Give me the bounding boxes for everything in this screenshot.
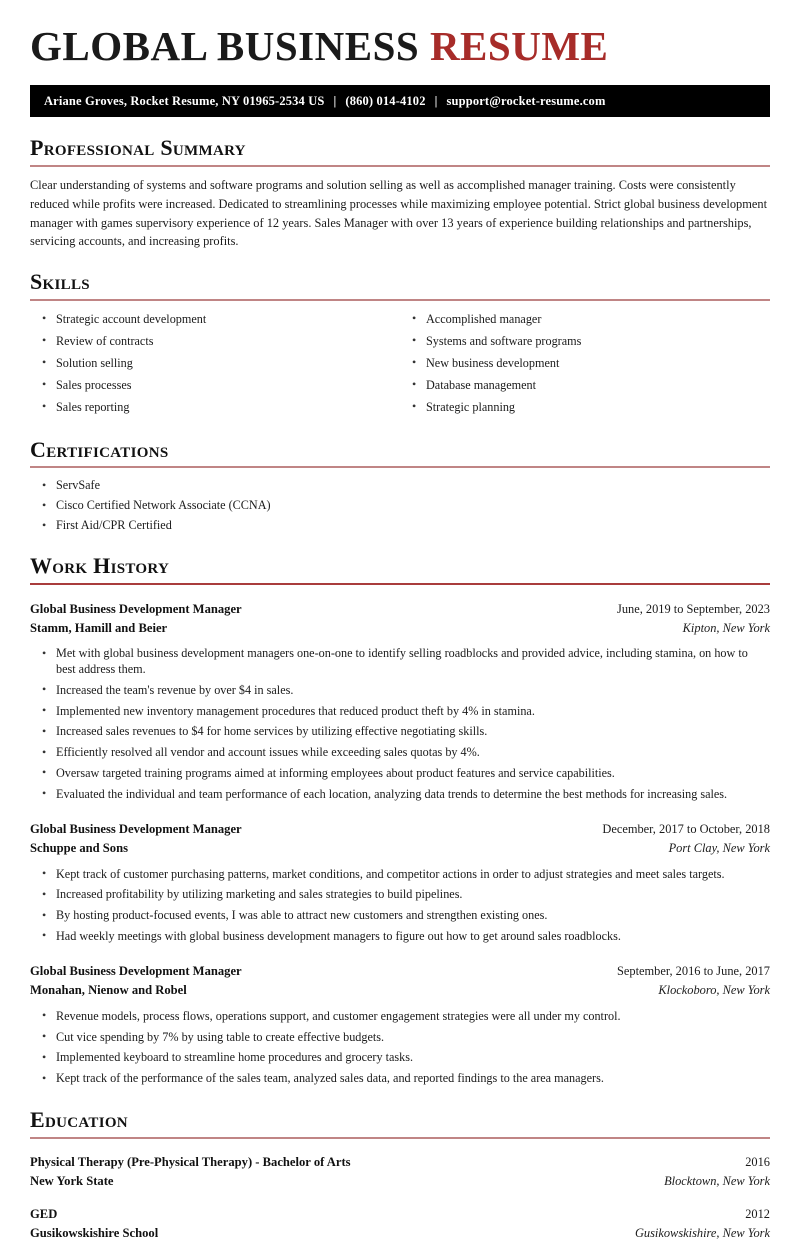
skills-list-right	[400, 309, 770, 419]
list-item: • Cisco Certified Network Associate (CCNA)	[56, 496, 770, 516]
section-rule-summary	[30, 165, 770, 167]
section-certifications	[30, 438, 770, 535]
list-item: • First Aid/CPR Certified	[56, 516, 770, 536]
title-accent: RESUME	[429, 23, 609, 69]
list-item: • Sales reporting	[56, 397, 400, 419]
education-degree: GED	[30, 1206, 58, 1221]
work-entry	[30, 600, 770, 805]
list-item: • Systems and software programs	[426, 331, 770, 353]
education-degree: Physical Therapy (Pre-Physical Therapy) - Bachelor of Arts	[30, 1154, 351, 1169]
job-dates: September, 2016 to June, 2017	[617, 964, 770, 979]
work-entry-title-row	[30, 962, 770, 981]
job-company: Schuppe and Sons	[30, 841, 129, 856]
skills-columns	[30, 303, 770, 419]
job-title: Global Business Development Manager	[30, 964, 242, 979]
list-item: • Implemented new inventory management procedures that reduced product theft by 4% in stamina.	[56, 701, 770, 722]
job-bullets	[30, 644, 770, 805]
skills-column-left	[30, 303, 400, 419]
education-entry	[30, 1205, 770, 1243]
contact-separator-2: |	[434, 93, 438, 108]
section-rule-education	[30, 1137, 770, 1139]
section-heading-certifications: Certifications	[30, 436, 169, 462]
education-school-row	[30, 1224, 770, 1243]
list-item: • Kept track of customer purchasing patterns, market conditions, and competitor actions in order to adjust strategies and meet sales targets.	[56, 864, 770, 885]
job-company: Monahan, Nienow and Robel	[30, 983, 187, 998]
section-rule-work-history	[30, 583, 770, 585]
list-item: • Sales processes	[56, 375, 400, 397]
education-year: 2012	[745, 1206, 770, 1221]
section-professional-summary	[30, 136, 770, 251]
skills-column-right	[400, 303, 770, 419]
section-education	[30, 1108, 770, 1243]
job-location: Klockoboro, New York	[658, 983, 770, 998]
list-item: • Revenue models, process flows, operations support, and customer engagement strategies were all under my control.	[56, 1006, 770, 1027]
list-item: • Strategic planning	[426, 397, 770, 419]
work-entry	[30, 962, 770, 1089]
list-item: • Increased profitability by utilizing marketing and sales strategies to build pipelines.	[56, 885, 770, 906]
list-item: • Had weekly meetings with global business development managers to figure out how to get around sales roadblocks.	[56, 926, 770, 947]
education-location: Blocktown, New York	[664, 1173, 770, 1188]
list-item: • Increased the team's revenue by over $4 in sales.	[56, 680, 770, 701]
list-item: • By hosting product-focused events, I was able to attract new customers and strengthen existing ones.	[56, 906, 770, 927]
resume-content	[30, 0, 770, 1243]
section-heading-skills: Skills	[30, 269, 90, 295]
job-company: Stamm, Hamill and Beier	[30, 620, 168, 635]
job-dates: June, 2019 to September, 2023	[617, 601, 770, 616]
job-dates: December, 2017 to October, 2018	[602, 822, 770, 837]
resume-title	[30, 0, 770, 68]
list-item: • Evaluated the individual and team performance of each location, analyzing data trends to determine the best methods for increasing sales.	[56, 784, 770, 805]
list-item: • Met with global business development managers one-on-one to identify selling roadblocks and provided advice, including stamina, on how to best address them.	[56, 644, 770, 680]
title-primary: GLOBAL BUSINESS	[30, 23, 420, 69]
section-rule-certifications	[30, 466, 770, 468]
education-entry	[30, 1153, 770, 1191]
work-entry-company-row	[30, 981, 770, 1000]
education-school: New York State	[30, 1173, 114, 1188]
list-item: • ServSafe	[56, 476, 770, 496]
list-item: • Oversaw targeted training programs aimed at informing employees about product features and service capabilities.	[56, 763, 770, 784]
education-year: 2016	[745, 1154, 770, 1169]
skills-list-left	[30, 309, 400, 419]
work-entry	[30, 820, 770, 947]
list-item: • Kept track of the performance of the sales team, analyzed sales data, and reported findings to the area managers.	[56, 1069, 770, 1090]
list-item: • Cut vice spending by 7% by using table to create effective budgets.	[56, 1027, 770, 1048]
work-entry-title-row	[30, 820, 770, 839]
job-bullets	[30, 864, 770, 947]
education-school-row	[30, 1172, 770, 1191]
list-item: • Database management	[426, 375, 770, 397]
education-school: Gusikowskishire School	[30, 1225, 159, 1240]
list-item: • Implemented keyboard to streamline home procedures and grocery tasks.	[56, 1048, 770, 1069]
summary-text: Clear understanding of systems and software programs and solution selling as well as accomplished manager training. Costs were consistently reduced while profits were increased. Dedicated to streamlining processes while maximizing employee potential. Strict global business development manager with games supervisory experience of 12 years. Sales Manager with over 13 years of experience building relationships and partnerships, servicing accounts, and increasing profits.	[30, 177, 768, 249]
section-skills	[30, 270, 770, 419]
work-entry-company-row	[30, 839, 770, 858]
list-item: • Increased sales revenues to $4 for home services by utilizing effective negotiating skills.	[56, 722, 770, 743]
contact-bar	[30, 85, 770, 117]
section-work-history	[30, 554, 770, 1089]
contact-name-address: Ariane Groves, Rocket Resume, NY 01965-2534 US	[44, 93, 325, 108]
contact-phone[interactable]: (860) 014-4102	[345, 93, 426, 108]
section-heading-work-history: Work History	[30, 553, 170, 579]
job-title: Global Business Development Manager	[30, 601, 242, 616]
certifications-list	[30, 476, 770, 535]
list-item: • New business development	[426, 353, 770, 375]
job-location: Port Clay, New York	[668, 841, 770, 856]
job-title: Global Business Development Manager	[30, 822, 242, 837]
list-item: • Strategic account development	[56, 309, 400, 331]
list-item: • Solution selling	[56, 353, 400, 375]
section-heading-summary: Professional Summary	[30, 135, 246, 161]
contact-email[interactable]: support@rocket-resume.com	[446, 93, 606, 108]
list-item: • Accomplished manager	[426, 309, 770, 331]
job-bullets	[30, 1006, 770, 1089]
education-degree-row	[30, 1205, 770, 1224]
section-heading-education: Education	[30, 1107, 128, 1133]
education-location: Gusikowskishire, New York	[634, 1225, 770, 1240]
list-item: • Efficiently resolved all vendor and account issues while exceeding sales quotas by 4%.	[56, 743, 770, 764]
section-rule-skills	[30, 299, 770, 301]
list-item: • Review of contracts	[56, 331, 400, 353]
work-entry-company-row	[30, 619, 770, 638]
education-degree-row	[30, 1153, 770, 1172]
work-entry-title-row	[30, 600, 770, 619]
contact-separator-1: |	[333, 93, 337, 108]
job-location: Kipton, New York	[682, 620, 770, 635]
